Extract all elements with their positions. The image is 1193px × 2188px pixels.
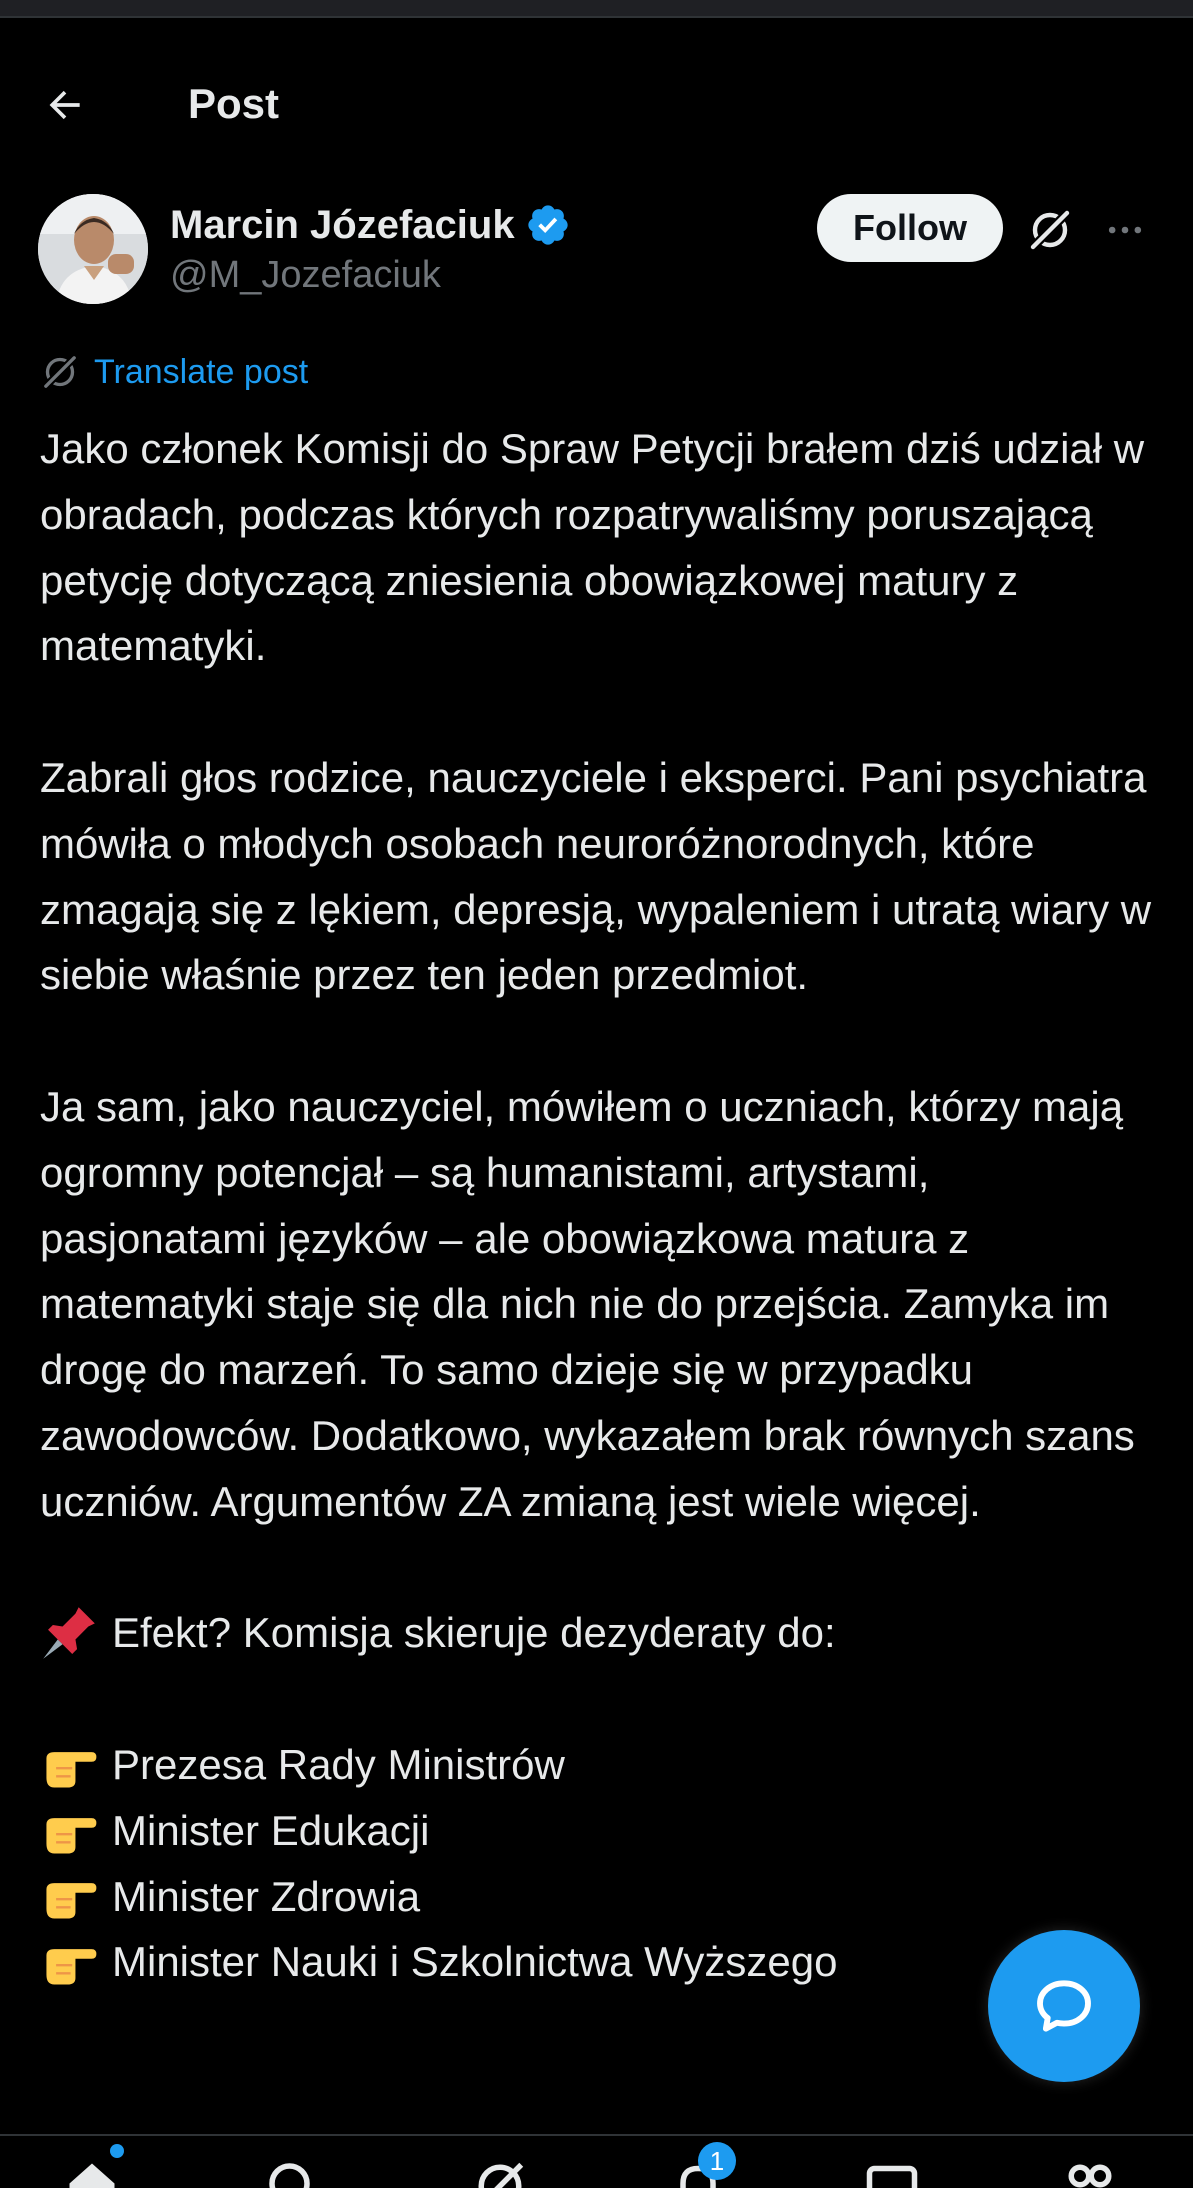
grok-icon [40,352,80,392]
page-title: Post [188,80,280,127]
pointing-right-emoji [40,1802,98,1860]
pointing-right-emoji [40,1736,98,1794]
more-horizontal-icon [1103,208,1147,252]
nav-home[interactable] [62,2156,122,2188]
reply-fab-button[interactable] [988,1930,1140,2082]
people-icon [1060,2156,1120,2188]
pointing-right-emoji [40,1867,98,1925]
notifications-badge: 1 [698,2142,736,2180]
recipient-text: Minister Zdrowia [112,1872,421,1920]
recipient-text: Minister Edukacji [112,1806,430,1854]
effect-line [40,1600,1160,1666]
search-icon [262,2156,322,2188]
home-unread-dot [110,2144,124,2158]
post-text [40,416,1160,1995]
nav-communities[interactable] [1060,2156,1120,2188]
back-button[interactable] [30,70,100,140]
status-bar [0,0,1193,18]
recipient-item [40,1732,1160,1798]
translate-post-link[interactable] [40,350,308,394]
recipient-text: Prezesa Rady Ministrów [112,1740,565,1788]
translate-post-label: Translate post [94,352,309,391]
recipient-item [40,1864,1160,1930]
grok-icon [1026,206,1074,254]
post-paragraph: Ja sam, jako nauczyciel, mówiłem o uczniach, którzy mają ogromny potencjał – są humanistami, artystami, pasjonatami języków – ale obowiązkowa matura z matematyki staje się dla nich nie do przejścia. Zamyka im drogę do marzeń. To samo dzieje się w przypadku zawodowców. Dodatkowo, wykazałem brak równych szans uczniów. Argumentów ZA zmianą jest wiele więcej. [40,1082,1135,1525]
recipient-item [40,1798,1160,1864]
grok-button[interactable] [1020,200,1080,260]
post-paragraph: Jako członek Komisji do Spraw Petycji brałem dziś udział w obradach, podczas których rozpatrywaliśmy poruszającą petycję dotyczącą zniesienia obowiązkowej matury z matematyki. [40,425,1145,670]
pushpin-emoji [40,1604,98,1662]
author-name[interactable] [170,202,571,248]
bottom-navigation [0,2134,1193,2188]
page-header [0,18,1193,164]
effect-text: Efekt? Komisja skieruje dezyderaty do: [112,1609,836,1657]
author-row [0,180,1193,320]
pointing-right-emoji [40,1933,98,1991]
nav-search[interactable] [262,2156,322,2188]
chat-bubble-icon [1032,1974,1096,2038]
recipient-text: Minister Nauki i Szkolnictwa Wyższego [112,1938,838,1986]
post-paragraph: Zabrali głos rodzice, nauczyciele i eksperci. Pani psychiatra mówiła o młodych osobach neuroróżnorodnych, które zmagają się z lękiem, depresją, wypaleniem i utratą wiary w siebie właśnie przez ten jeden przedmiot. [40,753,1152,999]
follow-button[interactable]: Follow [817,194,1003,262]
author-name-text: Marcin Józefaciuk [170,202,515,247]
arrow-left-icon [43,83,87,127]
nav-messages[interactable] [862,2156,922,2188]
grok-icon [470,2156,530,2188]
home-icon [62,2156,122,2188]
avatar-image [38,194,148,304]
avatar[interactable] [38,194,148,304]
author-handle[interactable]: @M_Jozefaciuk [170,254,441,296]
nav-grok[interactable] [470,2156,530,2188]
mail-icon [862,2156,922,2188]
verified-badge-icon [525,202,571,248]
more-button[interactable] [1095,200,1155,260]
